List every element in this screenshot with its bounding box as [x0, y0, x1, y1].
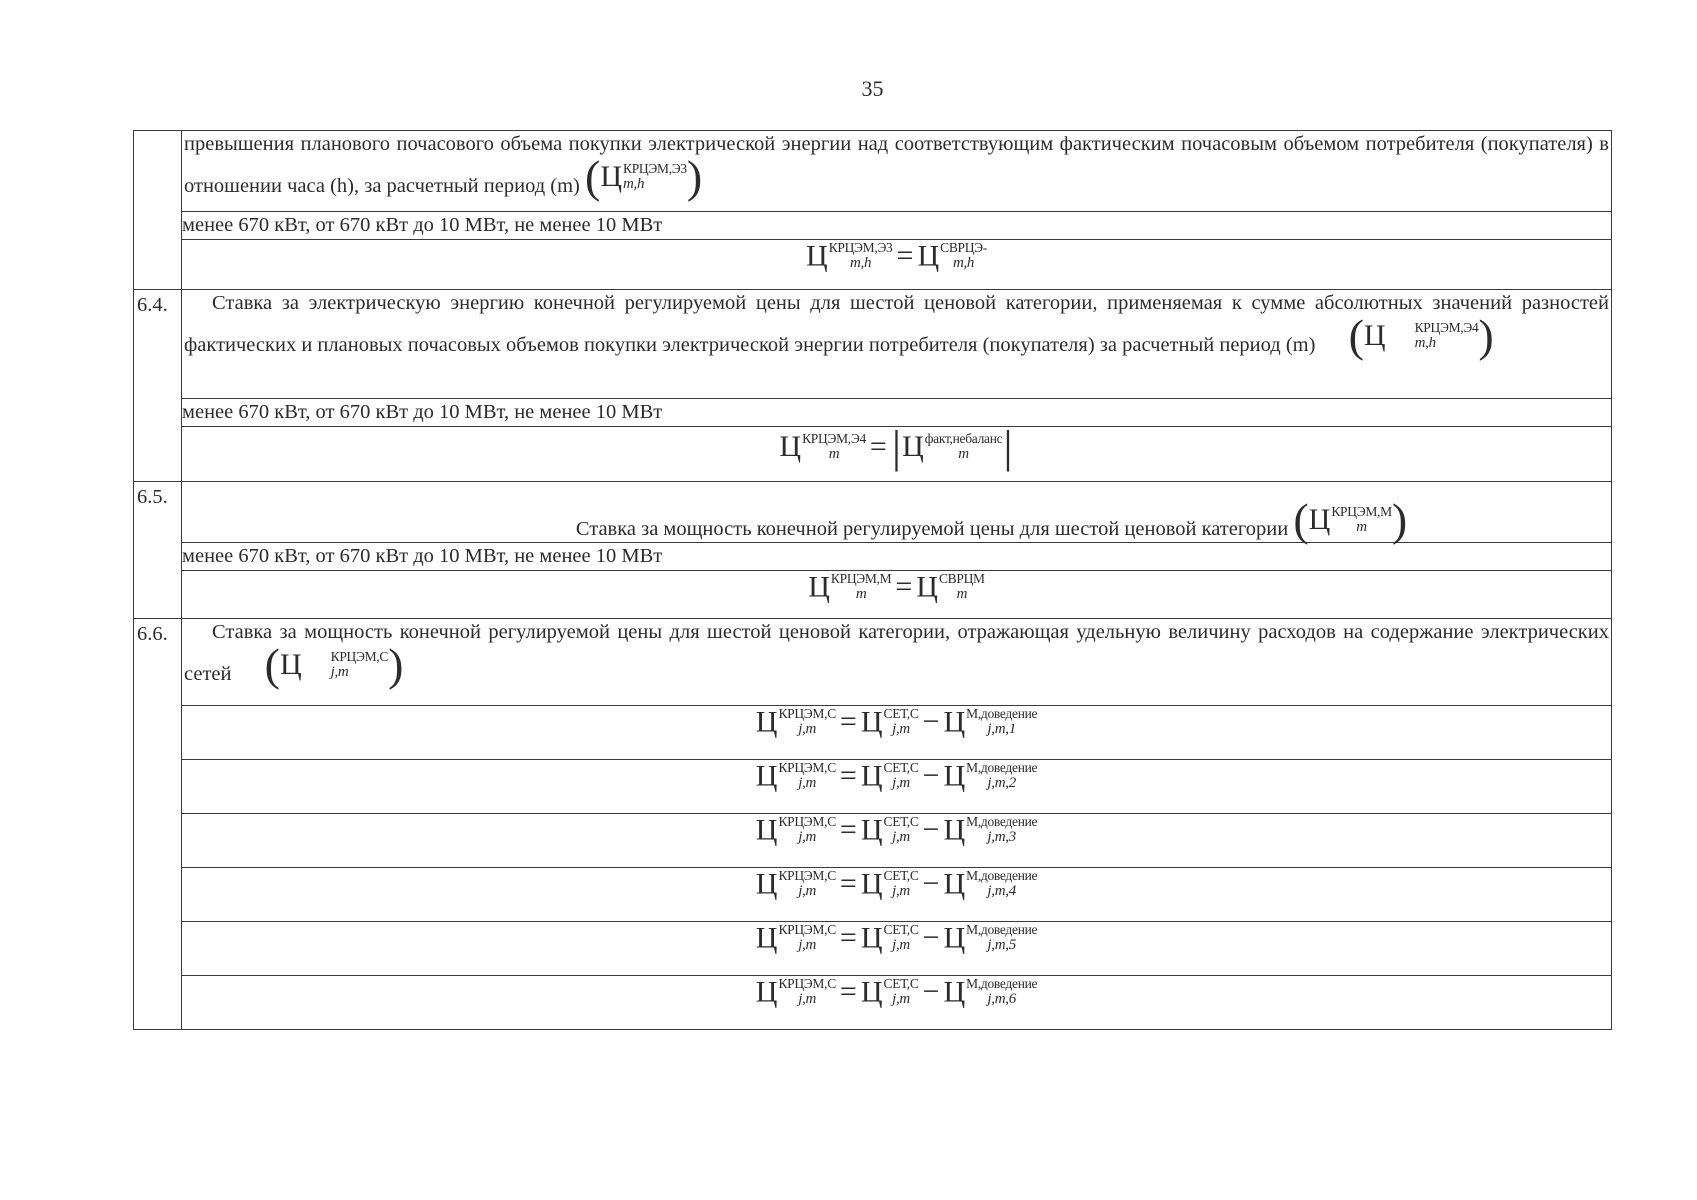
- table-row: [134, 427, 1612, 482]
- rate-description: [182, 290, 1611, 361]
- voltage-range-cell: менее 670 кВт, от 670 кВт до 10 МВт, не менее 10 МВт: [182, 212, 1612, 240]
- table-row: [134, 706, 1612, 760]
- rate-description-text: превышения планового почасового объема покупки электрической энергии над соответствующим фактическим почасовым объемом потребителя (покупателя) в отношении часа (h), за расчетный период (m): [184, 133, 1609, 197]
- formula-cell: [182, 760, 1612, 814]
- formula-cell: [182, 814, 1612, 868]
- rate-description-cell: [182, 290, 1612, 399]
- formula-cell: [182, 421, 1612, 482]
- rate-description-cell: [182, 482, 1612, 543]
- table-row: [134, 240, 1612, 290]
- formula-cell: [182, 976, 1612, 1030]
- table-row: [134, 619, 1612, 706]
- row-number-cell: 6.5.: [134, 482, 182, 619]
- rate-symbol: (Ц КРЦЭМ,С j,m ): [264, 639, 404, 690]
- formula-cell: [182, 571, 1612, 619]
- table-row: [134, 131, 1612, 212]
- rate-formula: Ц КРЦЭМ,Э4 m = |Ц факт,небаланс m |: [779, 421, 1013, 472]
- rate-formula: Ц КРЦЭМ,Э3 m,h = Ц СВРЦЭ- m,h: [806, 239, 987, 273]
- rate-description-text: Ставка за мощность конечной регулируемой цены для шестой ценовой категории, отражающая удельную величину расходов на содержание электрических сетей: [184, 621, 1609, 685]
- formula-cell: [182, 922, 1612, 976]
- table-row: [134, 399, 1612, 427]
- table-row: [134, 868, 1612, 922]
- rate-description-cell: [182, 619, 1612, 706]
- rate-formula: Ц КРЦЭМ,С j,m = Ц СЕТ,С j,m − Ц М,доведение j,m,2: [755, 759, 1038, 793]
- rate-description: [182, 131, 1611, 202]
- rate-symbol: (Ц КРЦЭМ,М m ): [1293, 494, 1408, 545]
- rate-formula: Ц КРЦЭМ,С j,m = Ц СЕТ,С j,m − Ц М,доведение j,m,3: [755, 813, 1038, 847]
- rate-formula: Ц КРЦЭМ,С j,m = Ц СЕТ,С j,m − Ц М,доведение j,m,1: [755, 705, 1038, 739]
- row-number-cell: 6.4.: [134, 290, 182, 482]
- rate-formula: Ц КРЦЭМ,С j,m = Ц СЕТ,С j,m − Ц М,доведение j,m,4: [755, 867, 1038, 901]
- rate-description: [182, 494, 1611, 545]
- rate-description: [182, 619, 1611, 690]
- table-row: [134, 571, 1612, 619]
- tariff-table-container: [133, 130, 1611, 1030]
- rate-formula: Ц КРЦЭМ,С j,m = Ц СЕТ,С j,m − Ц М,доведение j,m,5: [755, 921, 1038, 955]
- table-row: [134, 760, 1612, 814]
- table-row: [134, 976, 1612, 1030]
- rate-symbol: (Ц КРЦЭМ,Э3 m,h ): [585, 151, 703, 202]
- table-row: [134, 482, 1612, 543]
- table-row: [134, 543, 1612, 571]
- row-number-cell: [134, 131, 182, 290]
- tariff-table: [133, 130, 1612, 1030]
- table-row: [134, 922, 1612, 976]
- rate-description-text: Ставка за электрическую энергию конечной регулируемой цены для шестой ценовой категории, применяемая к сумме абсолютных значений разностей фактических и плановых почасовых объемов покупки электрической энергии потребителя (покупателя) за расчетный период (m): [184, 292, 1609, 356]
- table-row: [134, 212, 1612, 240]
- rate-formula: Ц КРЦЭМ,С j,m = Ц СЕТ,С j,m − Ц М,доведение j,m,6: [755, 975, 1038, 1009]
- rate-description-cell: [182, 131, 1612, 212]
- formula-cell: [182, 868, 1612, 922]
- formula-cell: [182, 240, 1612, 290]
- voltage-range-cell: менее 670 кВт, от 670 кВт до 10 МВт, не менее 10 МВт: [182, 399, 1612, 427]
- rate-symbol: (Ц КРЦЭМ,Э4 m,h ): [1348, 310, 1494, 361]
- table-row: [134, 290, 1612, 399]
- page-number: 35: [861, 76, 884, 101]
- rate-description-text: Ставка за мощность конечной регулируемой цены для шестой ценовой категории: [575, 518, 1289, 540]
- formula-cell: [182, 706, 1612, 760]
- table-row: [134, 814, 1612, 868]
- row-number-cell: 6.6.: [134, 619, 182, 1030]
- voltage-range-cell: менее 670 кВт, от 670 кВт до 10 МВт, не менее 10 МВт: [182, 543, 1612, 571]
- rate-formula: Ц КРЦЭМ,М m = Ц СВРЦМ m: [808, 570, 985, 604]
